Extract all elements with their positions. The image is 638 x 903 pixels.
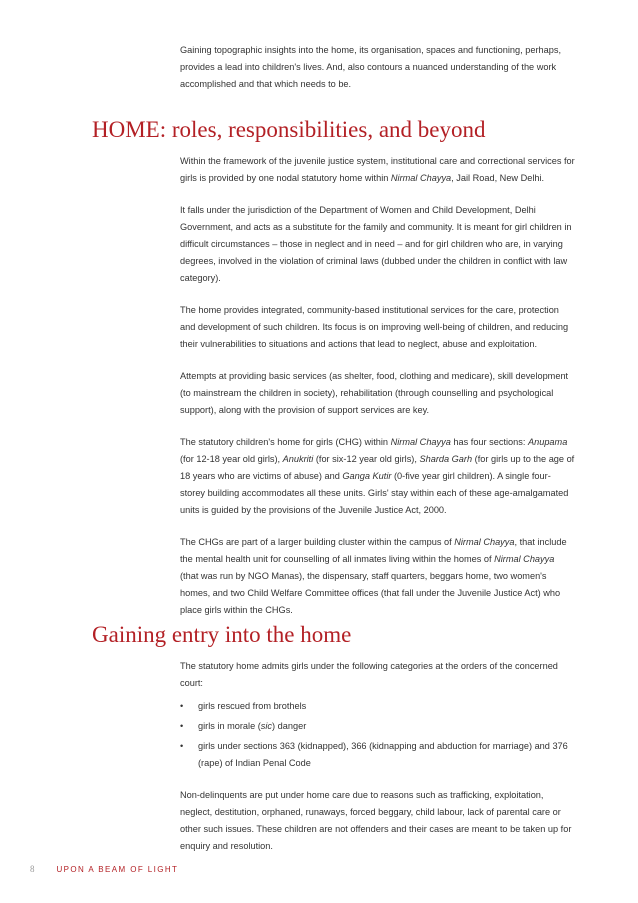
page-footer [30,864,178,874]
list-item: • girls under sections 363 (kidnapped), 366 (kidnapping and abduction for marriage) and 376 (rape) of Indian Penal Code [180,738,575,772]
bullet-icon: • [180,741,184,751]
section-body-home [180,153,575,634]
paragraph: Within the framework of the juvenile justice system, institutional care and correctional services for girls is provided by one nodal statutory home within Nirmal Chayya, Jail Road, New Delhi. [180,156,575,183]
publication-title: UPON A BEAM OF LIGHT [56,865,179,874]
paragraph: The home provides integrated, community-based institutional services for the care, protection and development of such children. Its focus is on improving well-being of children, and reducing their vulnerabilities to situations and actions that lead to neglect, abuse and exploitation. [180,305,569,349]
intro-paragraph: Gaining topographic insights into the home, its organisation, spaces and functioning, perhaps, provides a lead into children's lives. And, also contours a nuanced understanding of the work accomplished and that which needs to be. [180,45,562,89]
bullet-icon: • [180,721,184,731]
bullet-list [180,698,575,772]
section-body-entry [180,658,575,870]
section-heading-entry: Gaining entry into the home [92,622,352,647]
paragraph: The CHGs are part of a larger building cluster within the campus of Nirmal Chayya, that include the mental health unit for counselling of all inmates living within the homes of Nirmal Chayya (that was run by NGO Manas), the dispensary, staff quarters, beggars home, two women's homes, and two Child Welfare Committee offices (that fall under the Juvenile Justice Act) who place girls within the CHGs. [180,537,567,615]
section-heading-home: HOME: roles, responsibilities, and beyond [92,117,486,142]
paragraph: Non-delinquents are put under home care due to reasons such as trafficking, exploitation, neglect, destitution, orphaned, runaways, forced beggary, child labour, lack of parental care or other such issues. These children are not offenders and their cases are meant to be taken up for enquiry and resolution. [180,790,572,851]
paragraph: Attempts at providing basic services (as shelter, food, clothing and medicare), skill development (to mainstream the children in society), rehabilitation (through counselling and psychological support), along with the provision of support services are key. [180,371,569,415]
paragraph: The statutory children's home for girls (CHG) within Nirmal Chayya has four sections: Anupama (for 12-18 year old girls), Anukriti (for six-12 year old girls), Sharda Garh (for girls up to the age of 18 years who are victims of abuse) and Ganga Kutir (0-five year girl children). A single four-storey building accommodates all these units. Girls' stay within each of these age-amalgamated units is guided by the provisions of the Juvenile Justice Act, 2000. [180,437,575,515]
paragraph: The statutory home admits girls under the following categories at the orders of the concerned court: [180,661,558,688]
bullet-icon: • [180,701,184,711]
paragraph: It falls under the jurisdiction of the Department of Women and Child Development, Delhi Government, and acts as a substitute for the family and community. It is meant for girl children in difficult circumstances – those in neglect and in need – and for girl children who are, in varying degrees, involved in the violation of criminal laws (dubbed under the children in conflict with law category). [180,205,572,283]
page-number: 8 [30,864,35,874]
list-item: • girls rescued from brothels [180,698,575,715]
list-item: • girls in morale (sic) danger [180,718,575,735]
